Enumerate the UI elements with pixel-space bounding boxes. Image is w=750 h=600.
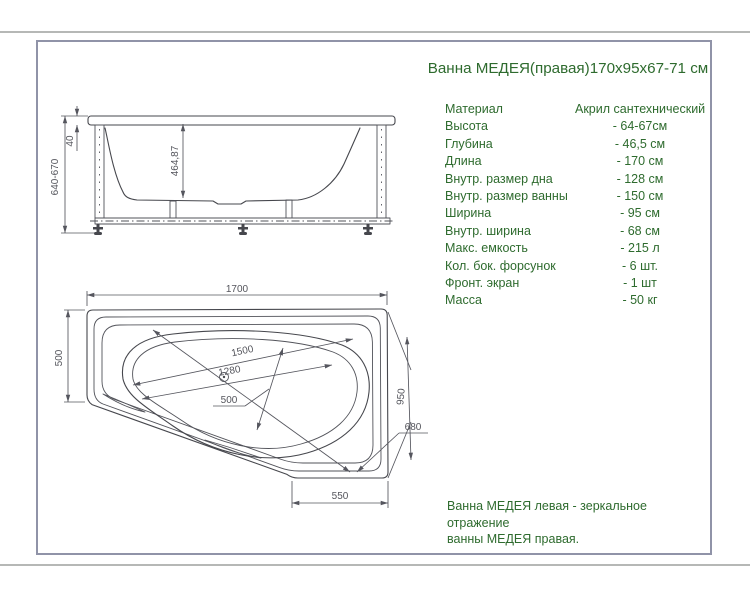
- spec-value: - 170 см: [616, 154, 664, 169]
- dim-bottom-edge: 550: [331, 491, 349, 502]
- dim-left-width: 500: [54, 349, 65, 367]
- spec-label: Фронт. экран: [445, 276, 520, 291]
- spec-row: [445, 240, 705, 257]
- mirror-note-line1: Ванна МЕДЕЯ левая - зеркальное отражение: [447, 499, 647, 530]
- spec-value: - 50 кг: [622, 293, 658, 308]
- spec-row: [445, 101, 705, 118]
- spec-row: [445, 292, 705, 309]
- dim-inner-width: 500: [220, 395, 238, 406]
- spec-label: Внутр. размер ванны: [445, 189, 568, 204]
- spec-label: Кол. бок. форсунок: [445, 258, 556, 273]
- support-post-left: [170, 201, 176, 218]
- dim-length: 1700: [225, 284, 249, 295]
- dim-inner-length: 1500: [230, 343, 255, 360]
- spec-row: [445, 136, 705, 153]
- spec-label: Внутр. размер дна: [445, 171, 553, 186]
- side-view-drawing: [45, 95, 410, 245]
- adjustable-foot: [238, 224, 248, 235]
- spec-value: - 46,5 см: [614, 136, 666, 151]
- spec-label: Внутр. ширина: [445, 223, 531, 238]
- tub-bowl-profile: [105, 128, 360, 204]
- tub-plan-outline: [87, 309, 388, 478]
- mirror-note-line2: ванны МЕДЕЯ правая.: [447, 532, 580, 546]
- tub-side-profile: [88, 116, 395, 235]
- tub-rim-deck: [88, 116, 395, 125]
- dim-rim-height: 40: [65, 135, 76, 147]
- spec-table: [445, 101, 705, 310]
- spec-value: Акрил сантехнический: [575, 102, 706, 116]
- spec-row: [445, 223, 705, 240]
- dim-right-width: 950: [395, 387, 408, 406]
- spec-value: - 128 см: [616, 171, 664, 186]
- spec-row: [445, 188, 705, 205]
- spec-label: Длина: [445, 154, 482, 169]
- spec-value: - 6 шт.: [622, 258, 658, 273]
- dim-inner-right-width: 680: [404, 422, 422, 433]
- spec-row: [445, 118, 705, 135]
- page-title: Ванна МЕДЕЯ(правая)170х95х67-71 см: [427, 60, 709, 77]
- top-page-rule: [0, 31, 750, 33]
- spec-label: Ширина: [445, 206, 492, 221]
- spec-value: - 68 см: [620, 223, 660, 238]
- spec-row: [445, 153, 705, 170]
- spec-value: - 215 л: [620, 241, 660, 256]
- seat-ledge-detail: [103, 394, 145, 412]
- bottom-page-rule: [0, 564, 750, 566]
- dim-bottom-inner-length: 1280: [217, 364, 242, 379]
- mirror-note: [447, 498, 707, 548]
- spec-value: - 95 см: [620, 206, 660, 221]
- adjustable-foot: [363, 224, 373, 235]
- spec-value: - 64-67см: [612, 119, 668, 134]
- spec-label: Глубина: [445, 136, 493, 151]
- spec-label: Высота: [445, 119, 488, 134]
- support-post-right: [286, 200, 292, 218]
- plan-view-drawing: [45, 282, 445, 532]
- spec-value: - 1 шт: [623, 276, 657, 291]
- spec-label: Макс. емкость: [445, 241, 528, 256]
- spec-row: [445, 258, 705, 275]
- tub-rim-line: [94, 316, 381, 471]
- spec-row: [445, 275, 705, 292]
- dim-overall-height: 640-670: [50, 158, 61, 196]
- spec-label: Материал: [445, 102, 503, 116]
- spec-row: [445, 171, 705, 188]
- dim-inner-depth: 464,87: [170, 145, 181, 177]
- spec-value: - 150 см: [616, 189, 664, 204]
- spec-label: Масса: [445, 293, 482, 308]
- spec-row: [445, 205, 705, 222]
- plan-view-dimensions: [54, 284, 428, 508]
